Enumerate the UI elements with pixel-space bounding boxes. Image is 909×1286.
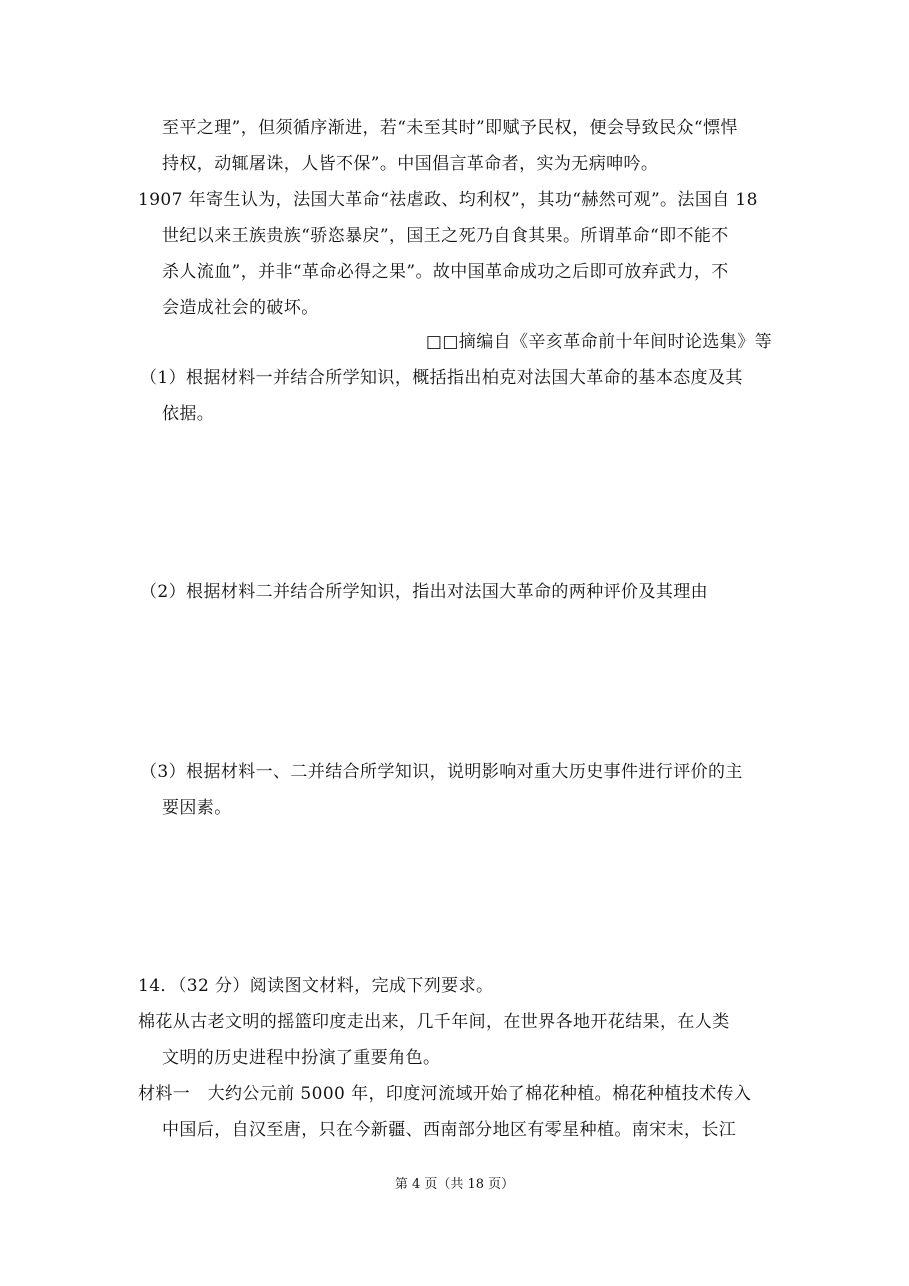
question-3: （3）根据材料一、二并结合所学知识，说明影响对重大历史事件进行评价的主 (140, 762, 743, 782)
question-3-continuation: 要因素。 (162, 798, 232, 818)
text-line: 世纪以来王族贵族“骄恣暴戾”，国王之死乃自食其果。所谓革命“即不能不 (162, 226, 729, 246)
problem-14-intro-continuation: 文明的历史进程中扮演了重要角色。 (162, 1048, 441, 1068)
text-line: 会造成社会的破坏。 (162, 298, 319, 318)
question-1-continuation: 依据。 (162, 404, 215, 424)
problem-14-header: 14．（32 分）阅读图文材料，完成下列要求。 (138, 976, 494, 996)
page-footer: 第 4 页（共 18 页） (394, 1177, 515, 1192)
question-1: （1）根据材料一并结合所学知识，概括指出柏克对法国大革命的基本态度及其 (140, 368, 743, 388)
material-one-continuation: 中国后，自汉至唐，只在今新疆、西南部分地区有零星种植。南宋末，长江 (162, 1120, 737, 1140)
problem-14-intro: 棉花从古老文明的摇篮印度走出来，几千年间，在世界各地开花结果，在人类 (138, 1012, 730, 1032)
material-one: 材料一 大约公元前 5000 年，印度河流域开始了棉花种植。棉花种植技术传入 (138, 1084, 752, 1104)
text-line: 杀人流血”，并非“革命必得之果”。故中国革命成功之后即可放弃武力，不 (162, 262, 729, 282)
text-line: 至平之理”，但须循序渐进，若“未至其时”即赋予民权，便会导致民众“慓悍 (162, 118, 738, 138)
text-line: 持权，动辄屠诛，人皆不保”。中国倡言革命者，实为无病呻吟。 (162, 154, 659, 174)
question-2: （2）根据材料二并结合所学知识，指出对法国大革命的两种评价及其理由 (140, 582, 709, 602)
text-line: 1907 年寄生认为，法国大革命“祛虐政、均利权”，其功“赫然可观”。法国自 18 (138, 190, 758, 210)
source-citation: □□摘编自《辛亥革命前十年间时论选集》等 (425, 332, 772, 352)
